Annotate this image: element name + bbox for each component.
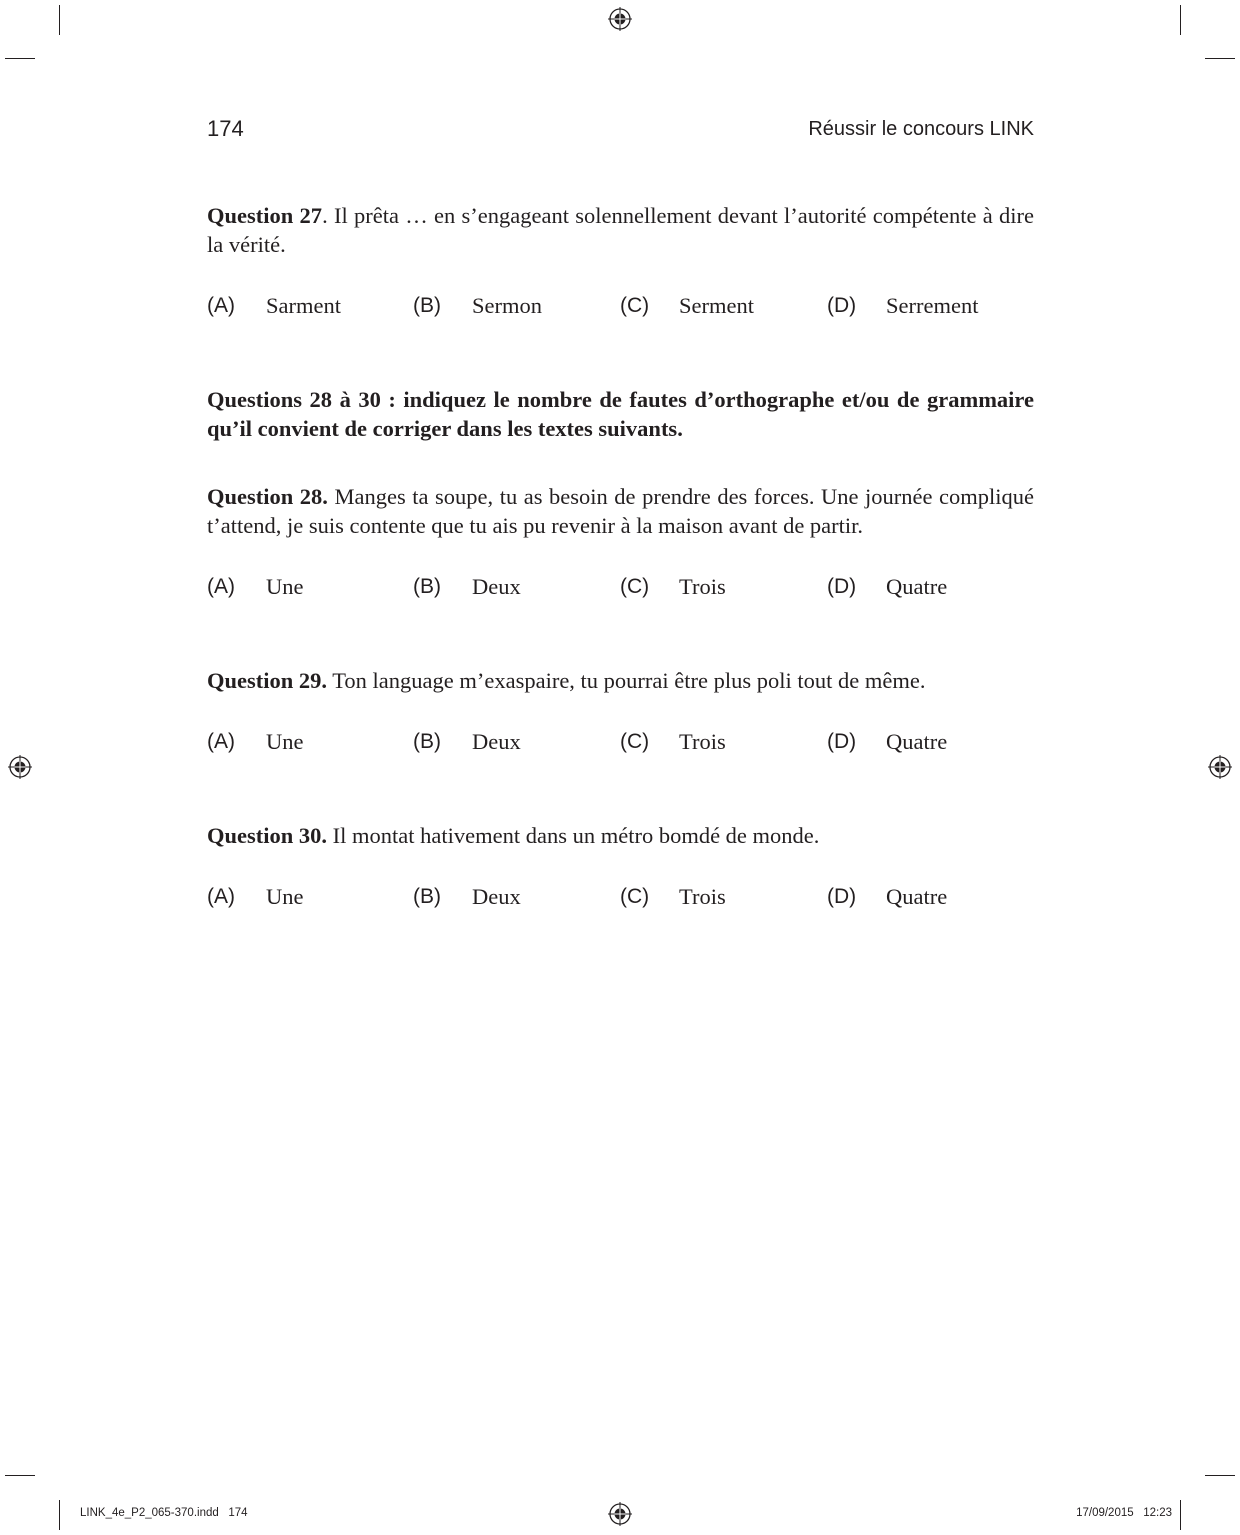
option-answer: Serment bbox=[679, 293, 754, 318]
option-answer: Trois bbox=[679, 729, 726, 754]
option-letter: (D) bbox=[827, 885, 857, 908]
file-slug: LINK_4e_P2_065-370.indd 174 bbox=[80, 1507, 248, 1519]
option-letter: (A) bbox=[207, 730, 235, 753]
option-answer: Trois bbox=[679, 574, 726, 599]
option-answer: Quatre bbox=[886, 574, 948, 599]
option-answer: Quatre bbox=[886, 729, 948, 754]
option-answer: Sarment bbox=[266, 293, 341, 318]
option-letter: (D) bbox=[827, 575, 857, 598]
question-label: Question 30. bbox=[207, 823, 328, 848]
crop-mark-top-left-vertical bbox=[59, 5, 60, 35]
question-28 bbox=[207, 482, 1034, 540]
registration-target-icon bbox=[1208, 755, 1232, 779]
question-27 bbox=[207, 201, 1034, 259]
registration-target-icon bbox=[8, 755, 32, 779]
crop-mark-bottom-left-horizontal bbox=[5, 1475, 35, 1476]
registration-target-icon bbox=[608, 7, 632, 31]
option-answer: Une bbox=[266, 574, 304, 599]
option-letter: (B) bbox=[413, 730, 441, 753]
option-letter: (B) bbox=[413, 575, 441, 598]
crop-mark-bottom-left-vertical bbox=[59, 1500, 60, 1530]
crop-mark-top-left-horizontal bbox=[5, 58, 35, 59]
answer-options-q29 bbox=[207, 729, 1034, 759]
option-letter: (D) bbox=[827, 730, 857, 753]
option-letter: (C) bbox=[620, 575, 650, 598]
registration-target-icon bbox=[608, 1502, 632, 1526]
option-letter: (C) bbox=[620, 885, 650, 908]
option-answer: Deux bbox=[472, 574, 521, 599]
option-answer: Deux bbox=[472, 884, 521, 909]
option-letter: (A) bbox=[207, 575, 235, 598]
question-text: . Il prêta … en s’engageant solennellement devant l’autorité compétente à dire la vérité. bbox=[207, 203, 1035, 257]
option-letter: (D) bbox=[827, 294, 857, 317]
crop-mark-bottom-right-vertical bbox=[1180, 1500, 1181, 1530]
option-letter: (C) bbox=[620, 730, 650, 753]
option-answer: Deux bbox=[472, 729, 521, 754]
option-letter: (A) bbox=[207, 885, 235, 908]
option-letter: (A) bbox=[207, 294, 235, 317]
question-text: Manges ta soupe, tu as besoin de prendre des forces. Une journée compliqué t’attend, je suis contente que tu ais pu revenir à la maison avant de partir. bbox=[207, 484, 1034, 538]
option-answer: Trois bbox=[679, 884, 726, 909]
crop-mark-top-right-vertical bbox=[1180, 5, 1181, 35]
instructions: Questions 28 à 30 : indiquez le nombre de fautes d’orthographe et/ou de grammaire qu’il convient de corriger dans les textes suivants. bbox=[207, 387, 1034, 441]
question-text: Ton language m’exaspaire, tu pourrai être plus poli tout de même. bbox=[327, 668, 926, 693]
answer-options-q27 bbox=[207, 293, 1034, 323]
option-letter: (B) bbox=[413, 294, 441, 317]
question-label: Question 28. bbox=[207, 484, 328, 509]
question-29 bbox=[207, 666, 1034, 695]
question-label: Question 29. bbox=[207, 668, 328, 693]
answer-options-q28 bbox=[207, 574, 1034, 604]
running-title: Réussir le concours LINK bbox=[808, 118, 1034, 140]
question-30 bbox=[207, 821, 1034, 850]
answer-options-q30 bbox=[207, 884, 1034, 914]
option-answer: Quatre bbox=[886, 884, 948, 909]
question-text: Il montat hativement dans un métro bomdé de monde. bbox=[327, 823, 820, 848]
print-timestamp: 17/09/2015 12:23 bbox=[1076, 1507, 1172, 1519]
crop-mark-bottom-right-horizontal bbox=[1205, 1475, 1235, 1476]
option-answer: Serrement bbox=[886, 293, 979, 318]
option-letter: (B) bbox=[413, 885, 441, 908]
page-number: 174 bbox=[207, 116, 244, 141]
question-label: Question 27 bbox=[207, 203, 323, 228]
crop-mark-top-right-horizontal bbox=[1205, 58, 1235, 59]
option-letter: (C) bbox=[620, 294, 650, 317]
option-answer: Une bbox=[266, 729, 304, 754]
option-answer: Une bbox=[266, 884, 304, 909]
option-answer: Sermon bbox=[472, 293, 542, 318]
